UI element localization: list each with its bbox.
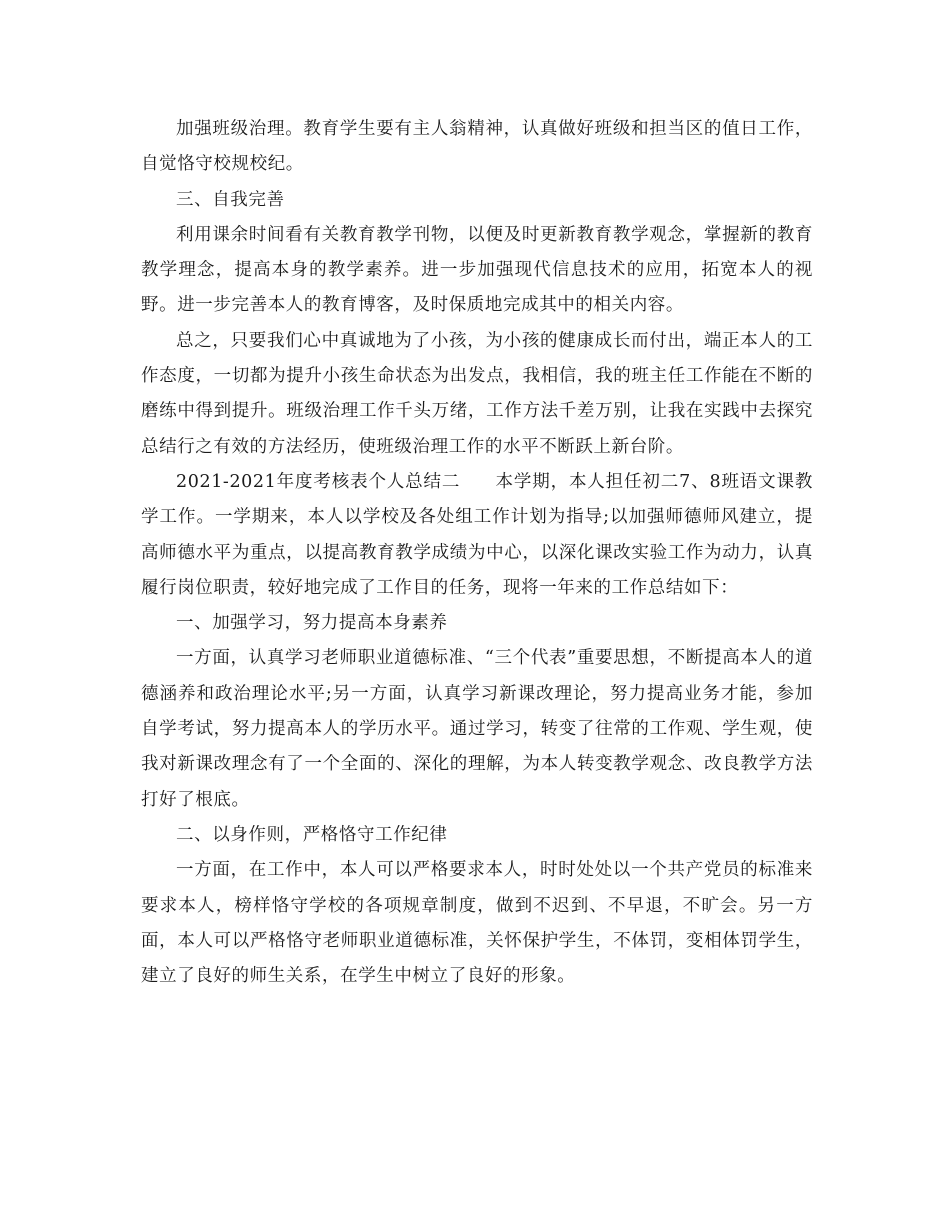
heading-study: 一、加强学习，努力提高本身素养 bbox=[176, 613, 448, 634]
paragraph-discipline: 一方面，在工作中，本人可以严格要求本人，时时处处以一个共产党员的标准来要求本人，榜样恪守学校的各项规章制度，做到不迟到、不早退，不旷会。另一方面，本人可以严格恪守老师职业道德标准，关怀保护学生，不体罚，变相体罚学生，建立了良好的师生关系，在学生中树立了良好的形象。 bbox=[141, 860, 813, 987]
summary-title: 2021-2021年度考核表个人总结二 bbox=[176, 471, 461, 492]
paragraph-self-improvement: 利用课余时间看有关教育教学刊物，以便及时更新教育教学观念，掌握新的教育教学理念，提高本身的教学素养。进一步加强现代信息技术的应用，拓宽本人的视野。进一步完善本人的教育博客，及时保质地完成其中的相关内容。 bbox=[141, 224, 813, 316]
heading-self-improvement: 三、自我完善 bbox=[176, 189, 285, 210]
paragraph-class-management: 加强班级治理。教育学生要有主人翁精神，认真做好班级和担当区的值日工作，自觉恪守校规校纪。 bbox=[141, 119, 813, 175]
paragraph-summary-two bbox=[141, 465, 813, 606]
summary-intro: 本学期，本人担任初二7、8班语文课教学工作。一学期来，本人以学校及各处组工作计划为指导;以加强师德师风建立，提高师德水平为重点，以提高教育教学成绩为中心，以深化课改实验工作为动力，认真履行岗位职责，较好地完成了工作目的任务，现将一年来的工作总结如下： bbox=[141, 471, 813, 598]
paragraph-study: 一方面，认真学习老师职业道德标准、“三个代表”重要思想，不断提高本人的道德涵养和政治理论水平;另一方面，认真学习新课改理论，努力提高业务才能，参加自学考试，努力提高本人的学历水平。通过学习，转变了往常的工作观、学生观，使我对新课改理念有了一个全面的、深化的理解，为本人转变教学观念、改良教学方法打好了根底。 bbox=[141, 648, 813, 810]
document-body bbox=[141, 112, 813, 994]
heading-discipline: 二、以身作则，严格恪守工作纪律 bbox=[176, 824, 448, 845]
paragraph-conclusion: 总之，只要我们心中真诚地为了小孩，为小孩的健康成长而付出，端正本人的工作态度，一切都为提升小孩生命状态为出发点，我相信，我的班主任工作能在不断的磨练中得到提升。班级治理工作千头万绪，工作方法千差万别，让我在实践中去探究总结行之有效的方法经历，使班级治理工作的水平不断跃上新台阶。 bbox=[141, 330, 813, 457]
